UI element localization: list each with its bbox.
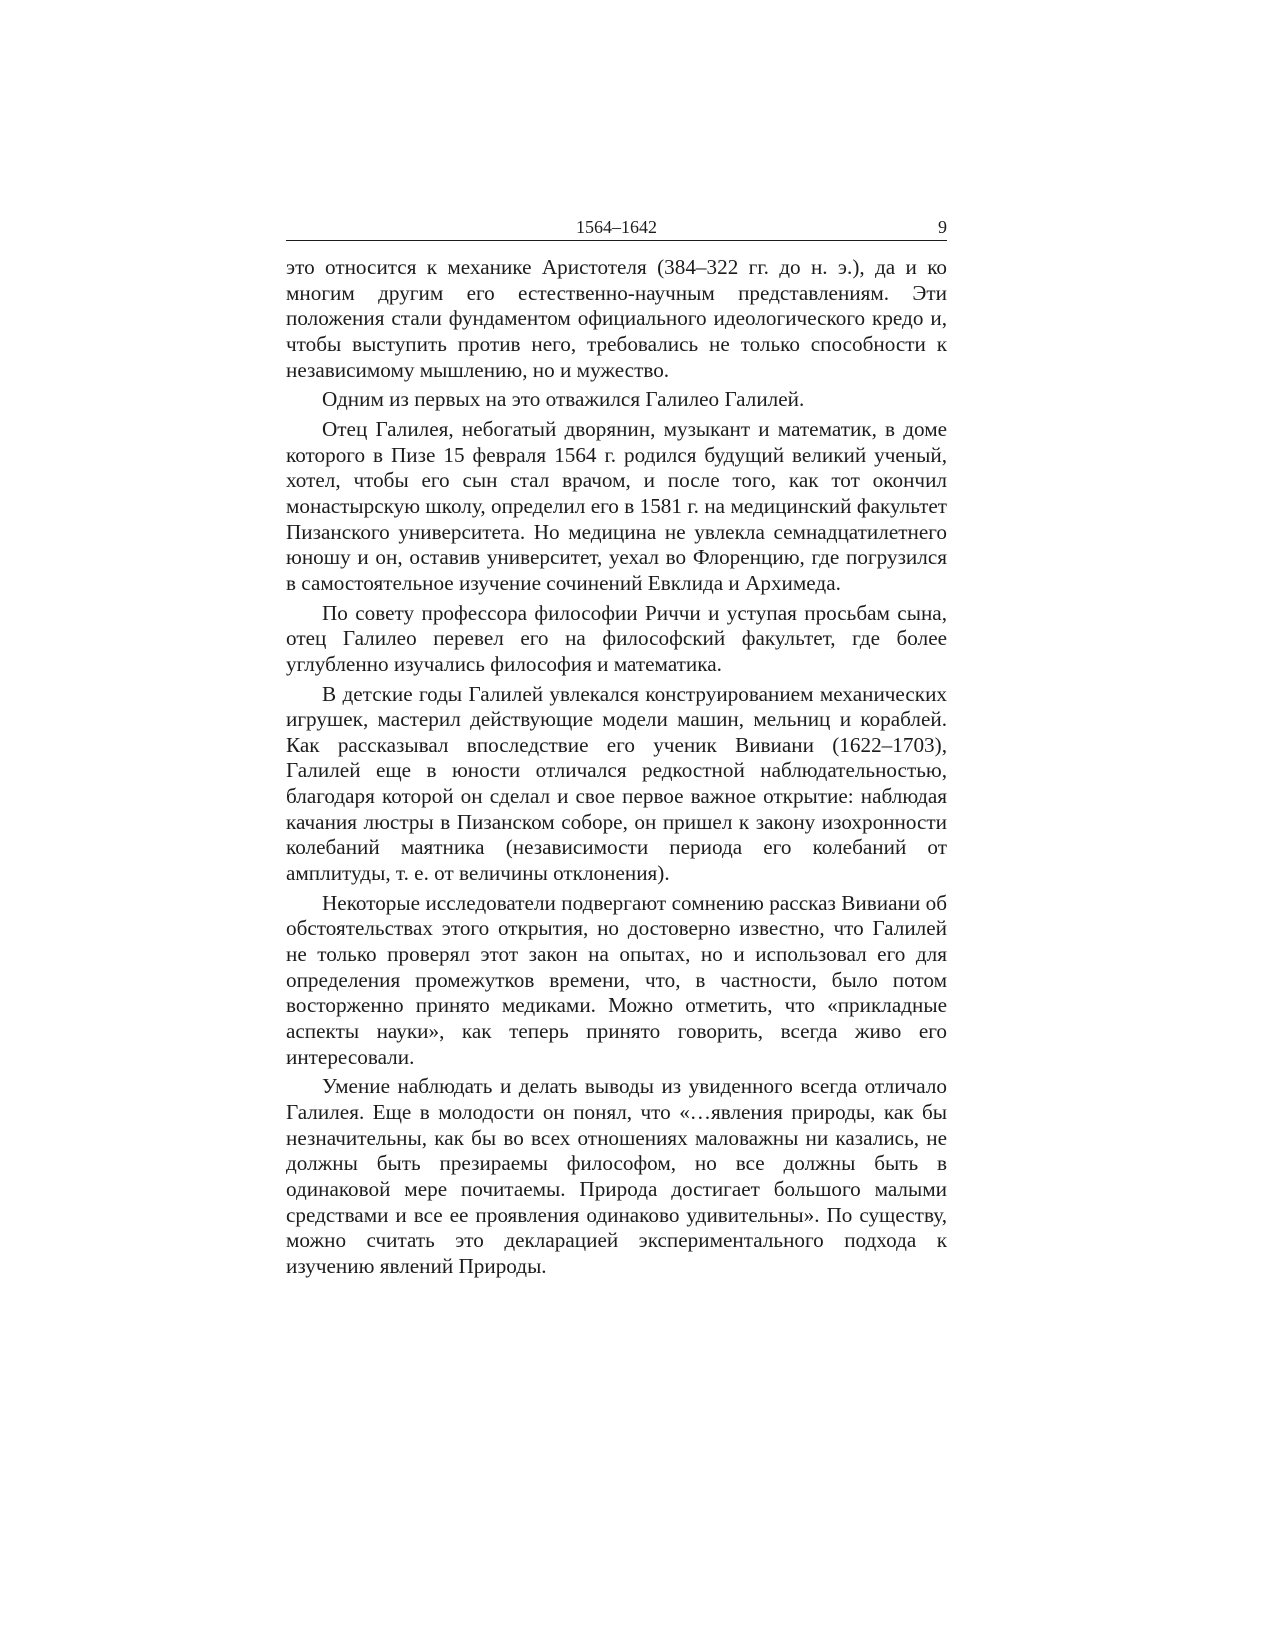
running-head-title: 1564–1642 bbox=[576, 217, 657, 237]
paragraph: Отец Галилея, небогатый дворянин, музыкант и математик, в доме которого в Пизе 15 февраля 1564 г. родился будущий великий ученый, хотел, чтобы его сын стал врачом, и после того, как тот окончил монастырскую школу, определил его в 1581 г. на медицинский факультет Пизанского университета. Но медицина не увлекла семнадцатилетнего юношу и он, оставив университет, уехал во Флоренцию, где погрузился в самостоятельное изучение сочинений Евклида и Архимеда. bbox=[286, 416, 947, 595]
paragraph: это относится к механике Аристотеля (384–322 гг. до н. э.), да и ко многим другим его естественно-научным представлениям. Эти положения стали фундаментом официального идеологического кредо и, чтобы выступить против него, требовались не только способности к независимому мышлению, но и мужество. bbox=[286, 255, 947, 382]
paragraph: Одним из первых на это отважился Галилео Галилей. bbox=[322, 387, 805, 412]
page-number: 9 bbox=[938, 217, 947, 237]
paragraph: Некоторые исследователи подвергают сомнению рассказ Вивиани об обстоятельствах этого открытия, но достоверно известно, что Галилей не только проверял этот закон на опытах, но и использовал его для определения промежутков времени, что, в частности, было потом восторженно принято медиками. Можно отметить, что «прикладные аспекты науки», как теперь принято говорить, всегда живо его интересовали. bbox=[286, 890, 947, 1069]
body-text bbox=[286, 255, 947, 1280]
running-head bbox=[286, 214, 947, 240]
paragraph: По совету профессора философии Риччи и уступая просьбам сына, отец Галилео перевел его на философский факультет, где более углубленно изучались философия и математика. bbox=[286, 600, 947, 676]
paragraph: Умение наблюдать и делать выводы из увиденного всегда отличало Галилея. Еще в молодости он понял, что «…явления природы, как бы незначительны, как бы во всех отношениях маловажны ни казались, не должны быть презираемы философом, но все должны быть в одинаковой мере почитаемы. Природа достигает большого малыми средствами и все ее проявления одинаково удивительны». По существу, можно считать это декларацией экспериментального подхода к изучению явлений Природы. bbox=[286, 1074, 947, 1278]
header-rule bbox=[286, 240, 947, 241]
book-page bbox=[286, 214, 947, 1280]
paragraph: В детские годы Галилей увлекался конструированием механических игрушек, мастерил действующие модели машин, мельниц и кораблей. Как рассказывал впоследствие его ученик Вивиани (1622–1703), Галилей еще в юности отличался редкостной наблюдательностью, благодаря которой он сделал и свое первое важное открытие: наблюдая качания люстры в Пизанском соборе, он пришел к закону изохронности колебаний маятника (независимости периода его колебаний от амплитуды, т. е. от величины отклонения). bbox=[286, 681, 947, 886]
